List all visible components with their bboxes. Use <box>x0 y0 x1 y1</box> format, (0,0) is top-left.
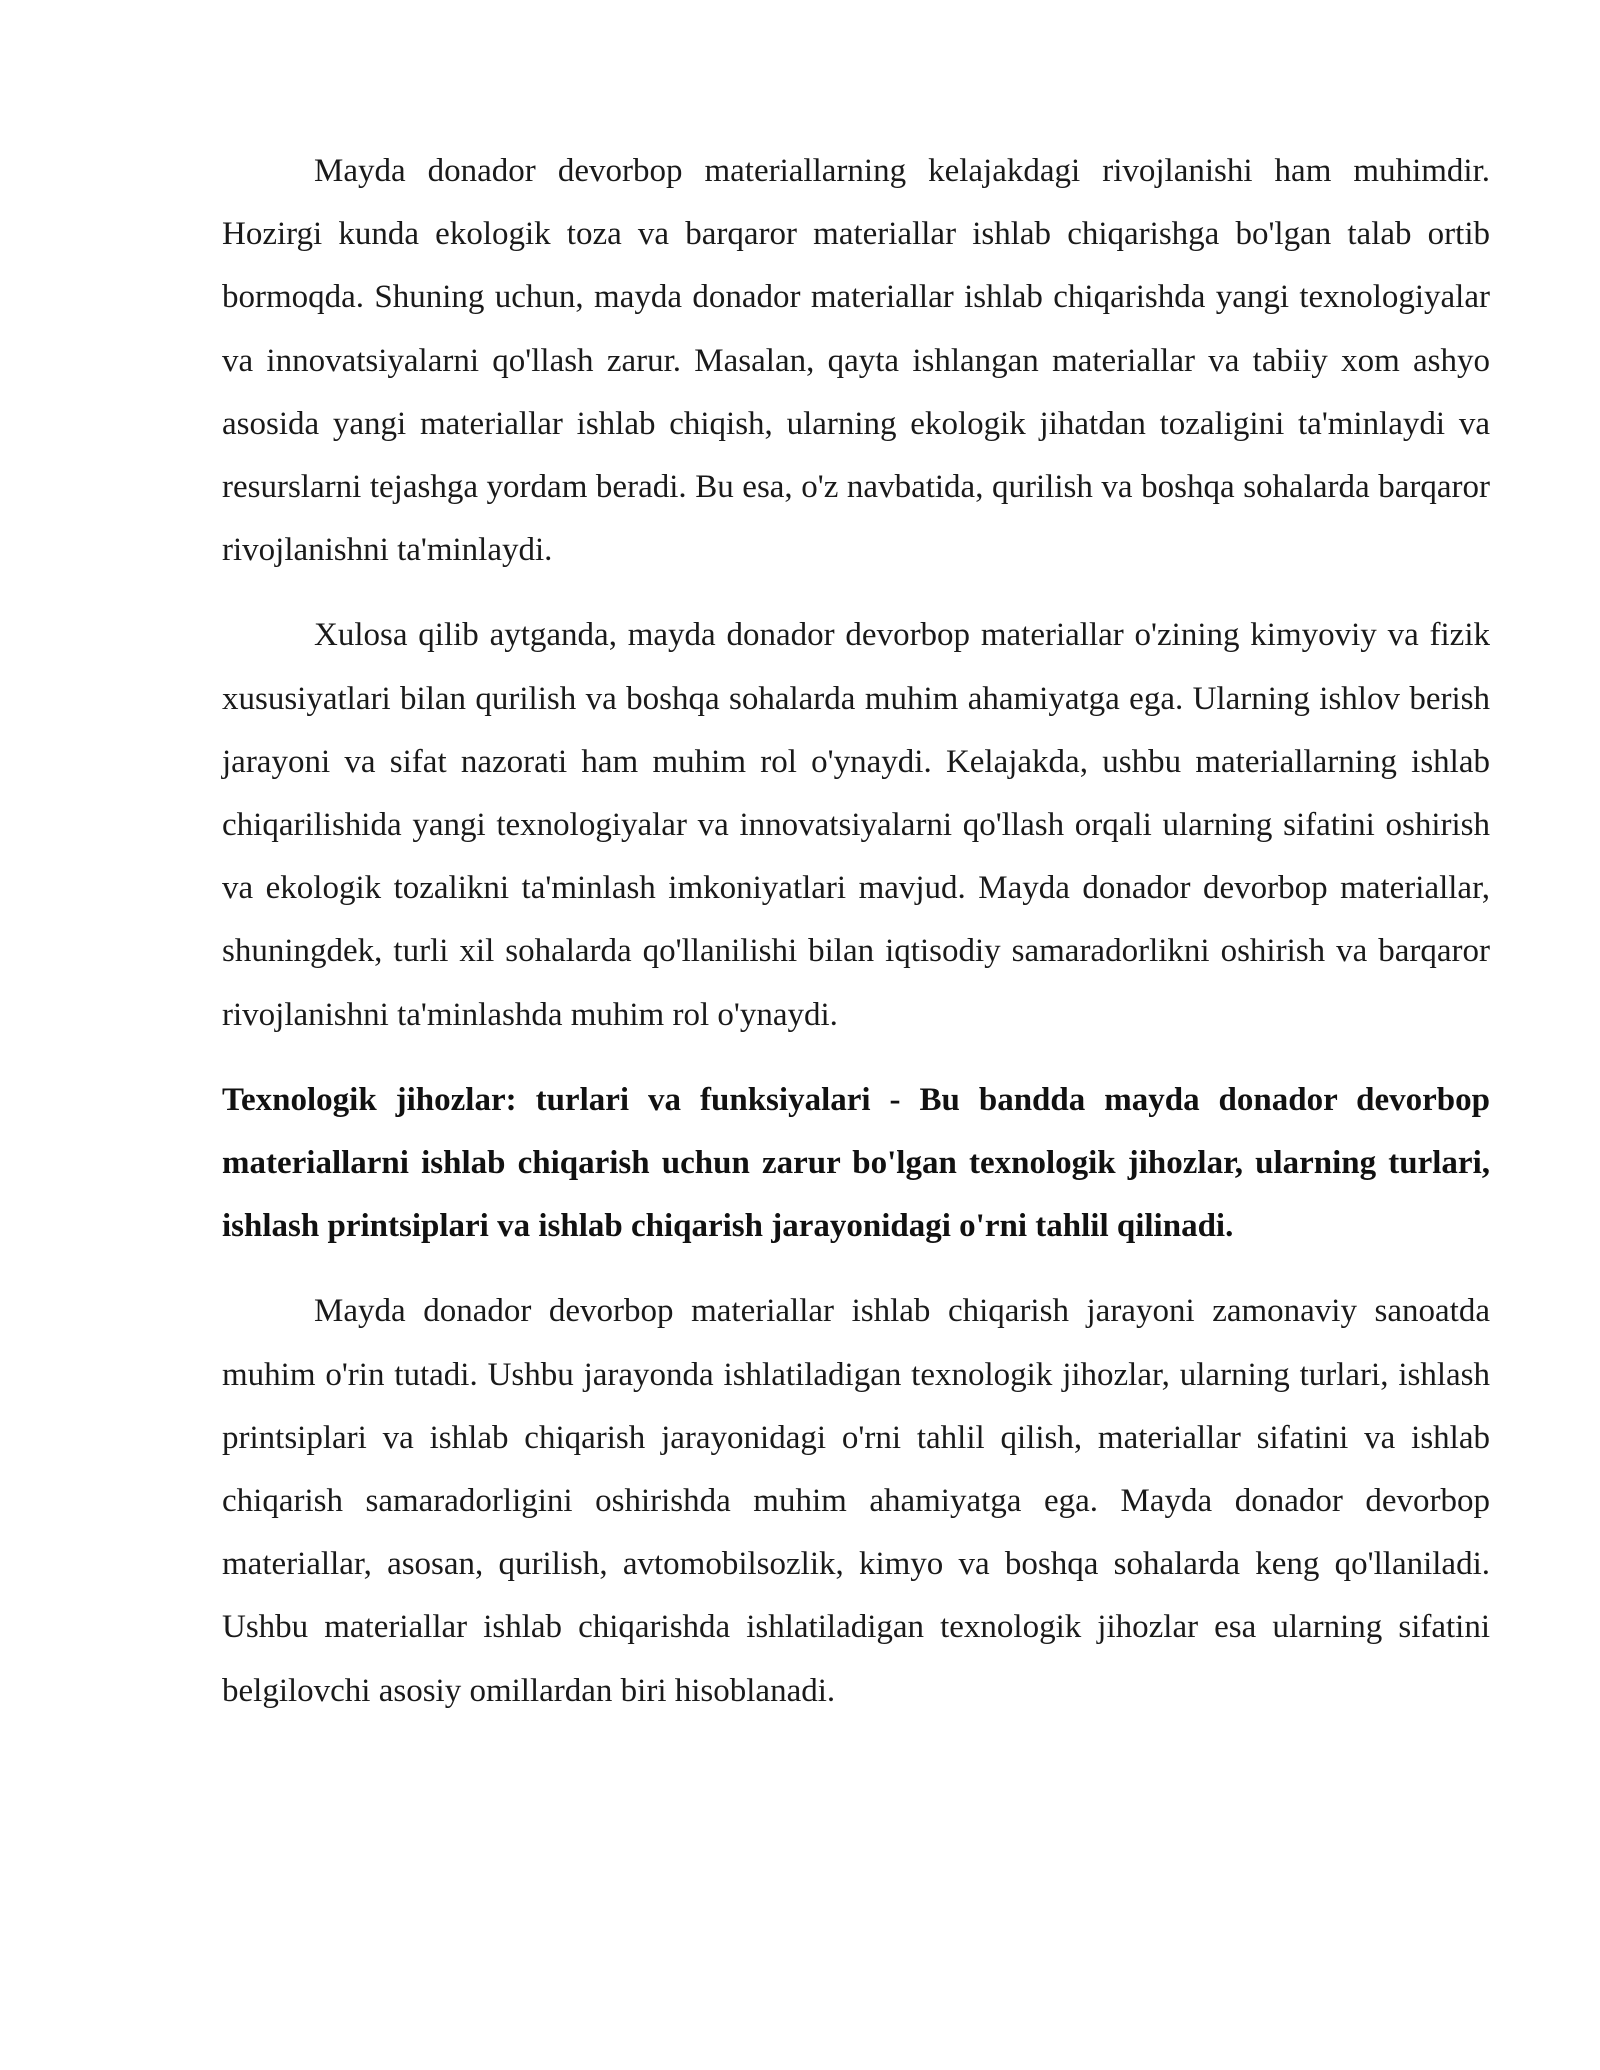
paragraph-production-process: Mayda donador devorbop materiallar ishlab chiqarish jarayoni zamonaviy sanoatda muhim o'rin tutadi. Ushbu jarayonda ishlatiladigan texnologik jihozlar, ularning turlari, ishlash printsiplari va ishlab chiqarish jarayonidagi o'rni tahlil qilish, materiallar sifatini va ishlab chiqarish samaradorligini oshirishda muhim ahamiyatga ega. Mayda donador devorbop materiallar, asosan, qurilish, avtomobilsozlik, kimyo va boshqa sohalarda keng qo'llaniladi. Ushbu materiallar ishlab chiqarishda ishlatiladigan texnologik jihozlar esa ularning sifatini belgilovchi asosiy omillardan biri hisoblanadi. <box>222 1293 1490 1709</box>
paragraph-conclusion: Xulosa qilib aytganda, mayda donador devorbop materiallar o'zining kimyoviy va fizik xususiyatlari bilan qurilish va boshqa sohalarda muhim ahamiyatga ega. Ularning ishlov berish jarayoni va sifat nazorati ham muhim rol o'ynaydi. Kelajakda, ushbu materiallarning ishlab chiqarilishida yangi texnologiyalar va innovatsiyalarni qo'llash orqali ularning sifatini oshirish va ekologik tozalikni ta'minlash imkoniyatlari mavjud. Mayda donador devorbop materiallar, shuningdek, turli xil sohalarda qo'llanilishi bilan iqtisodiy samaradorlikni oshirish va barqaror rivojlanishni ta'minlashda muhim rol o'ynaydi. <box>222 617 1490 1033</box>
section-heading: Texnologik jihozlar: turlari va funksiyalari - Bu bandda mayda donador devorbop materiallarni ishlab chiqarish uchun zarur bo'lgan texnologik jihozlar, ularning turlari, ishlash printsiplari va ishlab chiqarish jarayonidagi o'rni tahlil qilinadi. <box>222 1081 1490 1245</box>
document-page <box>222 140 1490 1745</box>
paragraph-future-development: Mayda donador devorbop materiallarning kelajakdagi rivojlanishi ham muhimdir. Hozirgi kunda ekologik toza va barqaror materiallar ishlab chiqarishga bo'lgan talab ortib bormoqda. Shuning uchun, mayda donador materiallar ishlab chiqarishda yangi texnologiyalar va innovatsiyalarni qo'llash zarur. Masalan, qayta ishlangan materiallar va tabiiy xom ashyo asosida yangi materiallar ishlab chiqish, ularning ekologik jihatdan tozaligini ta'minlaydi va resurslarni tejashga yordam beradi. Bu esa, o'z navbatida, qurilish va boshqa sohalarda barqaror rivojlanishni ta'minlaydi. <box>222 153 1490 569</box>
